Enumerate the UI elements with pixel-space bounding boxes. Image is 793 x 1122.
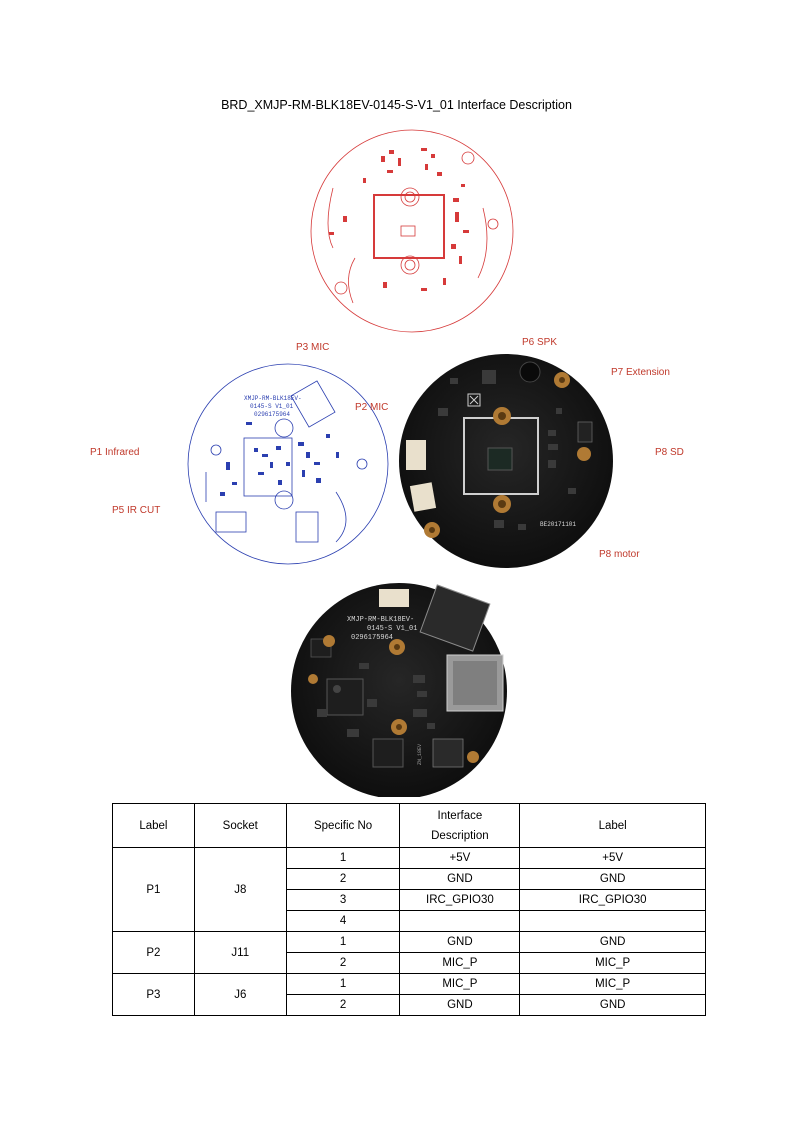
pin-no: 2 — [286, 995, 400, 1016]
pin-desc: GND — [400, 995, 520, 1016]
pin-no: 4 — [286, 911, 400, 932]
group-socket: J11 — [194, 932, 286, 974]
callout-p8-sd: P8 SD — [655, 447, 684, 458]
table-row — [113, 974, 706, 995]
header-socket: Socket — [194, 804, 286, 848]
pin-desc: GND — [400, 932, 520, 953]
pin-label: IRC_GPIO30 — [520, 890, 706, 911]
header-interface-line2: Description — [431, 829, 489, 842]
front-board-serial-text: 0296175964 — [351, 634, 394, 642]
pin-no: 2 — [286, 869, 400, 890]
table-row — [113, 932, 706, 953]
pin-label: MIC_P — [520, 974, 706, 995]
blue-board-model-text-2: 0145-S V1_01 — [250, 403, 294, 410]
header-interface-line1: Interface — [437, 809, 483, 822]
table-row — [113, 848, 706, 869]
header-label-2: Label — [520, 804, 706, 848]
group-socket: J8 — [194, 848, 286, 932]
pin-desc: MIC_P — [400, 974, 520, 995]
callout-p5-ir-cut: P5 IR CUT — [112, 505, 161, 516]
page-title: BRD_XMJP-RM-BLK18EV-0145-S-V1_01 Interface Description — [221, 98, 572, 112]
blue-outline-board-drawing — [186, 362, 390, 566]
pin-no: 1 — [286, 974, 400, 995]
callout-p3-mic: P3 MIC — [296, 342, 330, 353]
header-interface-description — [400, 804, 520, 848]
pin-desc: IRC_GPIO30 — [400, 890, 520, 911]
pin-label: MIC_P — [520, 953, 706, 974]
pin-label: GND — [520, 869, 706, 890]
group-label: P1 — [113, 848, 195, 932]
group-socket: J6 — [194, 974, 286, 1016]
pcb-front-photo — [287, 579, 512, 797]
pin-desc — [400, 911, 520, 932]
callout-p2-mic: P2 MIC — [355, 402, 389, 413]
header-label: Label — [113, 804, 195, 848]
interface-table — [112, 803, 706, 1016]
pin-desc: +5V — [400, 848, 520, 869]
chip-marking: ZN_18EV — [417, 743, 423, 765]
pin-no: 1 — [286, 848, 400, 869]
pcb-back-photo — [398, 348, 613, 574]
pin-desc: GND — [400, 869, 520, 890]
callout-p1-infrared: P1 Infrared — [90, 447, 140, 458]
pin-label — [520, 911, 706, 932]
table-header-row — [113, 804, 706, 848]
callout-p8-motor: P8 motor — [599, 549, 640, 560]
pin-label: GND — [520, 995, 706, 1016]
front-board-model-text: XMJP-RM-BLK18EV- — [347, 616, 415, 624]
pin-no: 1 — [286, 932, 400, 953]
pin-label: +5V — [520, 848, 706, 869]
pin-label: GND — [520, 932, 706, 953]
pcb-date-code: BE20171101 — [540, 521, 577, 528]
red-outline-board-drawing — [303, 128, 521, 334]
callout-p6-spk: P6 SPK — [522, 337, 558, 348]
group-label: P3 — [113, 974, 195, 1016]
blue-board-model-text: XMJP-RM-BLK18EV- — [244, 395, 302, 402]
group-label: P2 — [113, 932, 195, 974]
pin-no: 3 — [286, 890, 400, 911]
pin-desc: MIC_P — [400, 953, 520, 974]
callout-p7-extension: P7 Extension — [611, 367, 670, 378]
front-board-model-text-2: 0145-S V1_01 — [367, 625, 418, 633]
pin-no: 2 — [286, 953, 400, 974]
blue-board-serial-text: 0296175964 — [254, 411, 291, 418]
header-specific-no: Specific No — [286, 804, 400, 848]
